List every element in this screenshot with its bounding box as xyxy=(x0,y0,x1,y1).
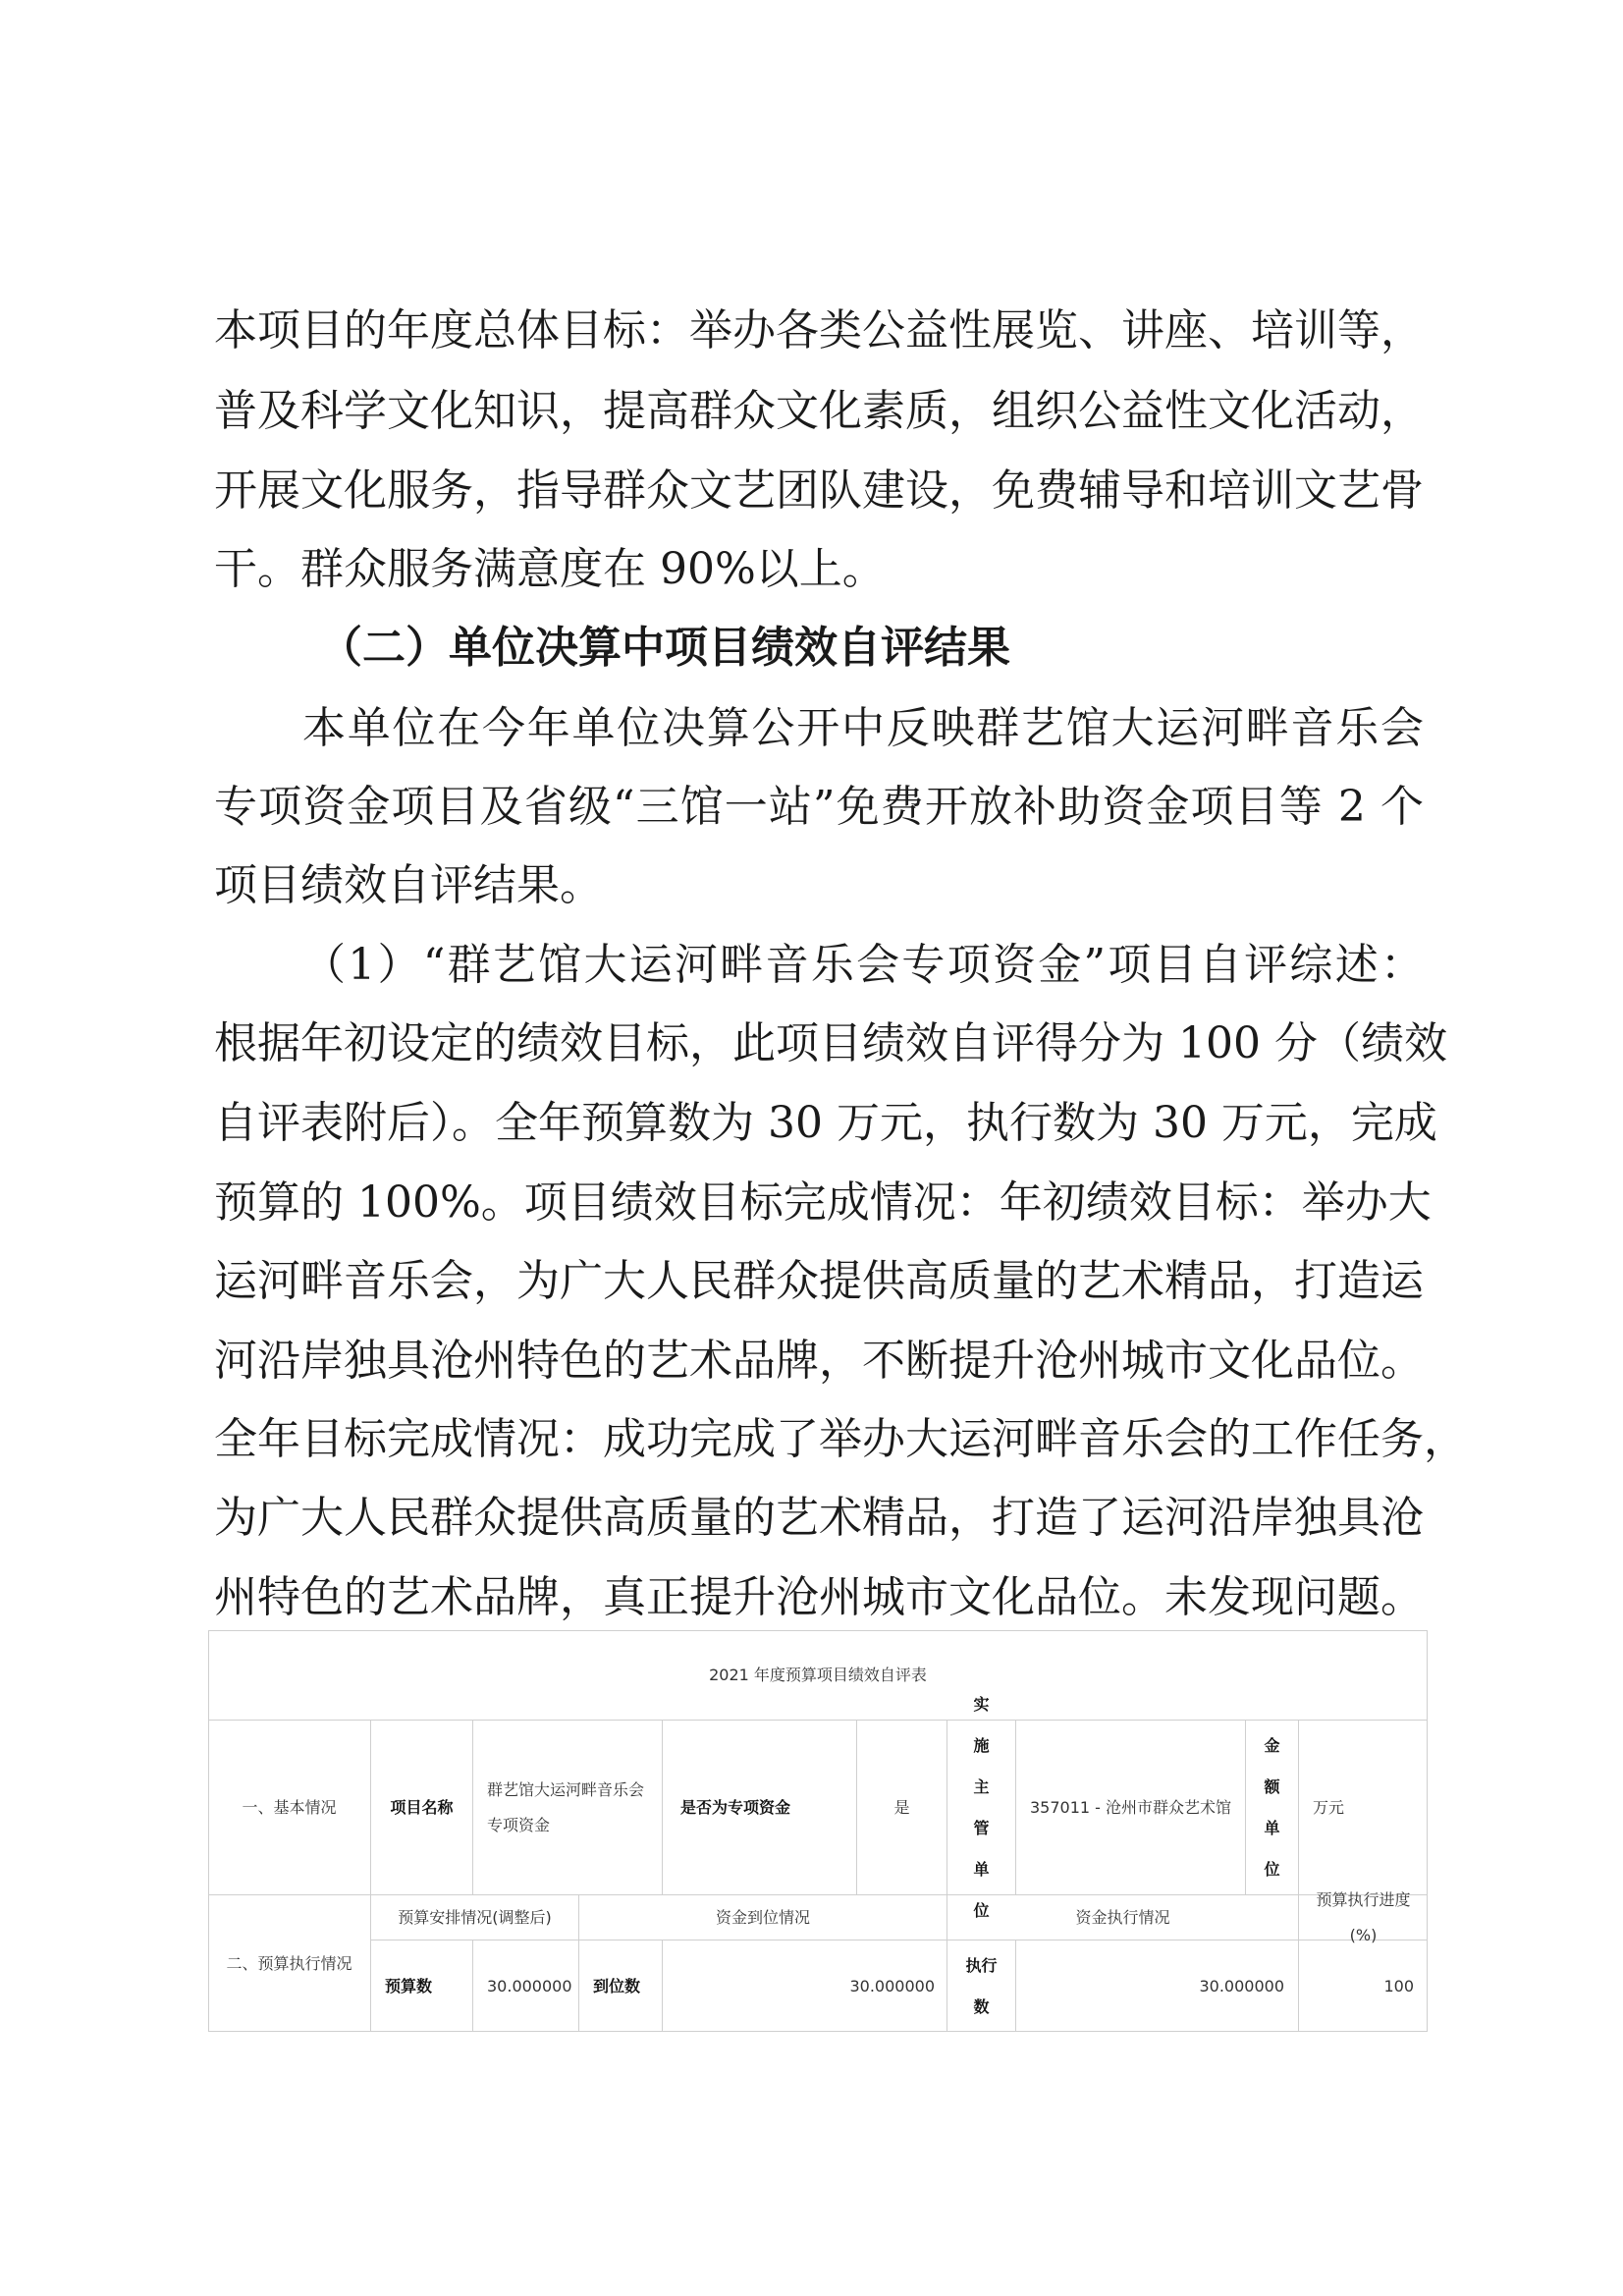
exec-amount-value: 30.000000 xyxy=(1016,1941,1299,2032)
table-title: 2021 年度预算项目绩效自评表 xyxy=(208,1630,1428,1721)
text-line: 专项资金项目及省级“三馆一站”免费开放补助资金项目等 2 个 xyxy=(214,782,1424,832)
header-execution-progress: 预算执行进度(%) xyxy=(1299,1895,1428,1941)
budget-amount-value: 30.000000 xyxy=(473,1941,579,2032)
text-line: 本单位在今年单位决算公开中反映群艺馆大运河畔音乐会 xyxy=(302,703,1424,753)
arrival-amount-value: 30.000000 xyxy=(663,1941,947,2032)
budget-section-label: 二、预算执行情况 xyxy=(208,1895,371,2032)
section-heading: （二）单位决算中项目绩效自评结果 xyxy=(319,623,1010,673)
evaluation-table xyxy=(208,1630,1428,2032)
special-fund-value: 是 xyxy=(857,1721,947,1895)
text-line: （1）“群艺馆大运河畔音乐会专项资金”项目自评综述： xyxy=(302,940,1424,990)
text-line: 普及科学文化知识，提高群众文化素质，组织公益性文化活动， xyxy=(214,386,1424,436)
text-line: 州特色的艺术品牌，真正提升沧州城市文化品位。未发现问题。 xyxy=(214,1572,1424,1622)
header-fund-execution: 资金执行情况 xyxy=(947,1895,1299,1941)
dept-label xyxy=(947,1694,1016,1920)
execution-progress-value: 100 xyxy=(1383,1976,1414,1995)
amount-unit-label-text: 金额单位 xyxy=(1264,1735,1280,1879)
text-line: 自评表附后）。全年预算数为 30 万元，执行数为 30 万元，完成 xyxy=(214,1098,1437,1148)
arrival-amount-label: 到位数 xyxy=(579,1941,663,2032)
header-budget-arrange: 预算安排情况(调整后) xyxy=(371,1895,579,1941)
header-fund-arrival: 资金到位情况 xyxy=(579,1895,947,1941)
project-name-label: 项目名称 xyxy=(371,1721,473,1895)
text-line: 开展文化服务，指导群众文艺团队建设，免费辅导和培训文艺骨 xyxy=(214,465,1424,516)
exec-amount-label-text: 执行数 xyxy=(965,1955,998,2016)
text-line: 为广大人民群众提供高质量的艺术精品，打造了运河沿岸独具沧 xyxy=(214,1493,1424,1543)
dept-value: 357011 - 沧州市群众艺术馆 xyxy=(1016,1721,1246,1895)
text-line: 本项目的年度总体目标：举办各类公益性展览、讲座、培训等， xyxy=(214,305,1424,355)
special-fund-label: 是否为专项资金 xyxy=(663,1721,857,1895)
amount-unit-label xyxy=(1246,1721,1299,1895)
text-line: 预算的 100%。项目绩效目标完成情况：年初绩效目标：举办大 xyxy=(214,1177,1432,1228)
amount-unit-value: 万元 xyxy=(1299,1721,1428,1895)
dept-label-text: 实施主管单位 xyxy=(973,1694,990,1920)
project-name-value: 群艺馆大运河畔音乐会专项资金 xyxy=(473,1721,663,1895)
basic-section-label: 一、基本情况 xyxy=(208,1721,371,1895)
text-line: 全年目标完成情况：成功完成了举办大运河畔音乐会的工作任务， xyxy=(214,1414,1467,1464)
text-line: 干。群众服务满意度在 90%以上。 xyxy=(214,544,886,594)
text-line: 根据年初设定的绩效目标，此项目绩效自评得分为 100 分（绩效 xyxy=(214,1018,1447,1068)
text-line: 运河畔音乐会，为广大人民群众提供高质量的艺术精品，打造运 xyxy=(214,1256,1424,1306)
text-line: 河沿岸独具沧州特色的艺术品牌，不断提升沧州城市文化品位。 xyxy=(214,1336,1424,1386)
budget-amount-label: 预算数 xyxy=(371,1941,473,2032)
exec-amount-label xyxy=(947,1941,1016,2032)
text-line: 项目绩效自评结果。 xyxy=(214,860,603,910)
